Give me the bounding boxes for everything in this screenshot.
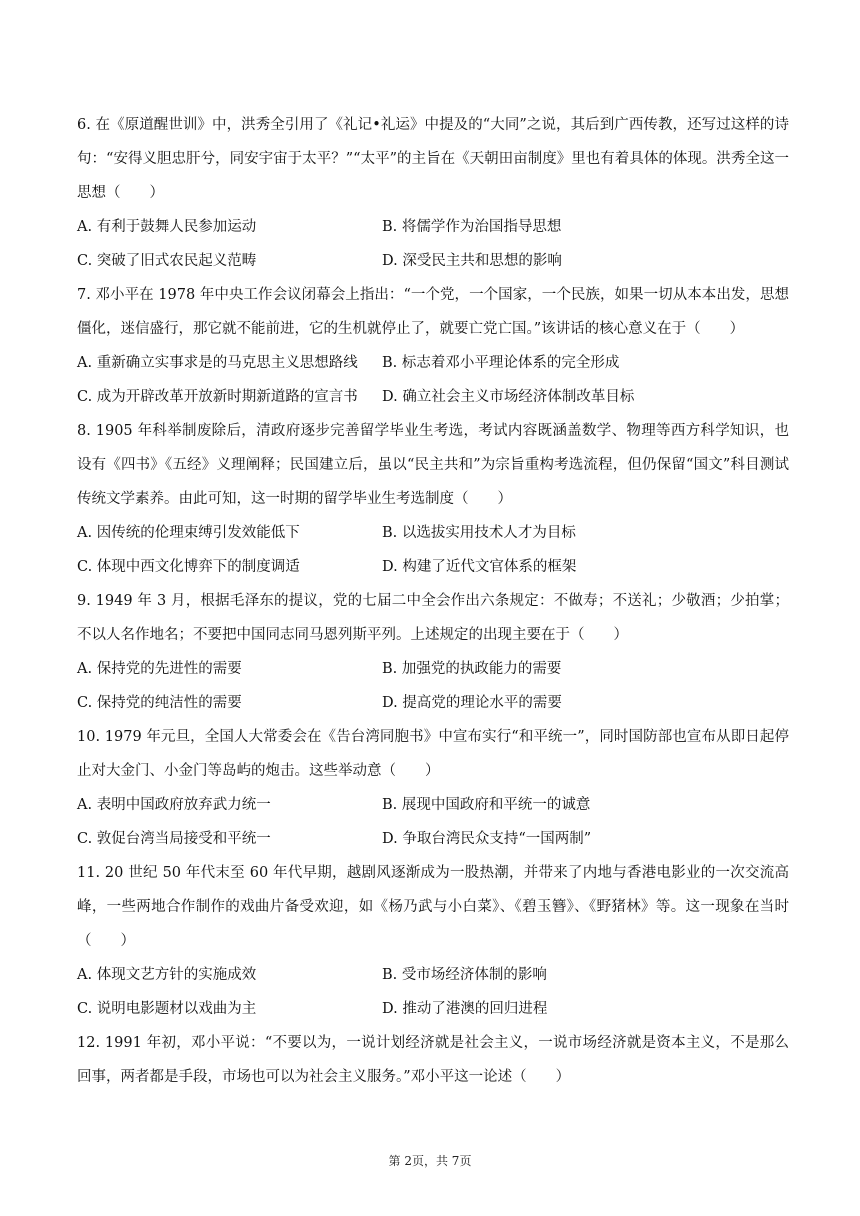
question-list bbox=[77, 108, 789, 1094]
option-d: D. 推动了港澳的回归进程 bbox=[382, 1001, 548, 1017]
option-a: A. 保持党的先进性的需要 bbox=[77, 661, 242, 677]
option-c: C. 保持党的纯洁性的需要 bbox=[77, 695, 242, 711]
question-9-options bbox=[77, 652, 789, 720]
option-a: A. 因传统的伦理束缚引发效能低下 bbox=[77, 525, 300, 541]
option-a: A. 有利于鼓舞人民参加运动 bbox=[77, 219, 257, 235]
option-a: A. 重新确立实事求是的马克思主义思想路线 bbox=[77, 355, 358, 371]
option-d: D. 构建了近代文官体系的框架 bbox=[382, 559, 577, 575]
option-d: D. 深受民主共和思想的影响 bbox=[382, 253, 562, 269]
option-b: B. 将儒学作为治国指导思想 bbox=[382, 219, 562, 235]
option-c: C. 成为开辟改革开放新时期新道路的宣言书 bbox=[77, 389, 358, 405]
option-b: B. 展现中国政府和平统一的诚意 bbox=[382, 797, 591, 813]
question-11-options bbox=[77, 958, 789, 1026]
option-b: B. 受市场经济体制的影响 bbox=[382, 967, 547, 983]
question-9-stem: 9. 1949 年 3 月，根据毛泽东的提议，党的七届二中全会作出六条规定：不做寿；不送礼；少敬酒；少拍掌；不以人名作地名；不要把中国同志同马恩列斯平列。上述规定的出现主要在于（ ） bbox=[77, 593, 789, 643]
question-12-stem: 12. 1991 年初，邓小平说：“不要以为，一说计划经济就是社会主义，一说市场经济就是资本主义，不是那么回事，两者都是手段，市场也可以为社会主义服务。”邓小平这一论述（ ） bbox=[77, 1035, 789, 1085]
option-a: A. 表明中国政府放弃武力统一 bbox=[77, 797, 271, 813]
option-c: C. 突破了旧式农民起义范畴 bbox=[77, 253, 257, 269]
option-d: D. 确立社会主义市场经济体制改革目标 bbox=[382, 389, 635, 405]
question-8-stem: 8. 1905 年科举制废除后，清政府逐步完善留学毕业生考选，考试内容既涵盖数学、物理等西方科学知识，也设有《四书》《五经》义理阐释；民国建立后，虽以“民主共和”为宗旨重构考选流程，但仍保留“国文”科目测试传统文学素养。由此可知，这一时期的留学毕业生考选制度（ ） bbox=[77, 423, 789, 507]
option-b: B. 加强党的执政能力的需要 bbox=[382, 661, 562, 677]
option-a: A. 体现文艺方针的实施成效 bbox=[77, 967, 257, 983]
option-b: B. 以选拔实用技术人才为目标 bbox=[382, 525, 576, 541]
question-6-options bbox=[77, 210, 789, 278]
question-10-options bbox=[77, 788, 789, 856]
question-11-stem: 11. 20 世纪 50 年代末至 60 年代早期，越剧风逐渐成为一股热潮，并带来了内地与香港电影业的一次交流高峰，一些两地合作制作的戏曲片备受欢迎，如《杨乃武与小白菜》、《碧玉簪》、《野猪林》等。这一现象在当时（ ） bbox=[77, 865, 789, 949]
question-10-stem: 10. 1979 年元旦，全国人大常委会在《告台湾同胞书》中宣布实行“和平统一”，同时国防部也宣布从即日起停止对大金门、小金门等岛屿的炮击。这些举动意（ ） bbox=[77, 729, 789, 779]
option-c: C. 说明电影题材以戏曲为主 bbox=[77, 1001, 257, 1017]
option-c: C. 敦促台湾当局接受和平统一 bbox=[77, 831, 271, 847]
option-d: D. 提高党的理论水平的需要 bbox=[382, 695, 562, 711]
option-c: C. 体现中西文化博弈下的制度调适 bbox=[77, 559, 300, 575]
question-7-options bbox=[77, 346, 789, 414]
option-b: B. 标志着邓小平理论体系的完全形成 bbox=[382, 355, 620, 371]
page-footer: 第 2页，共 7页 bbox=[388, 1154, 472, 1168]
question-7-stem: 7. 邓小平在 1978 年中央工作会议闭幕会上指出：“一个党，一个国家，一个民族，如果一切从本本出发，思想僵化，迷信盛行，那它就不能前进，它的生机就停止了，就要亡党亡国。”该讲话的核心意义在于（ ） bbox=[77, 287, 789, 337]
question-6-stem: 6. 在《原道醒世训》中，洪秀全引用了《礼记•礼运》中提及的“大同”之说，其后到广西传教，还写过这样的诗句：“安得义胆忠肝兮，同安宇宙于太平？”“太平”的主旨在《天朝田亩制度》里也有着具体的体现。洪秀全这一思想（ ） bbox=[77, 117, 789, 201]
option-d: D. 争取台湾民众支持“一国两制” bbox=[382, 831, 592, 847]
question-8-options bbox=[77, 516, 789, 584]
